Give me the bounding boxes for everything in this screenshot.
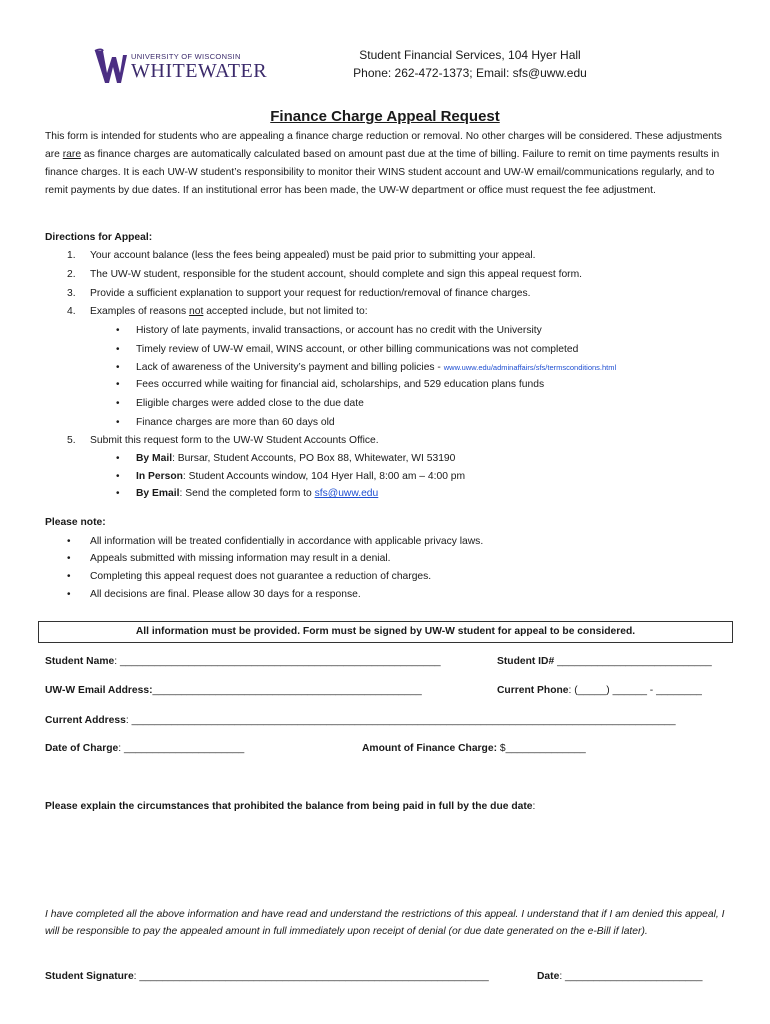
required-notice-box bbox=[38, 621, 733, 643]
terms-conditions-link[interactable]: www.uww.edu/adminaffairs/sfs/termsconditions.html bbox=[443, 363, 617, 372]
example-3-text: Lack of awareness of the University’s payment and billing policies - bbox=[136, 362, 444, 373]
student-id-field[interactable] bbox=[497, 656, 712, 667]
required-notice-text: All information must be provided. Form must be signed by UW-W student for appeal to be considered. bbox=[135, 626, 636, 637]
example-3 bbox=[136, 362, 616, 373]
office-address: Student Financial Services, 104 Hyer Hall bbox=[359, 48, 581, 62]
bullet-icon: • bbox=[116, 344, 120, 355]
signature-field[interactable] bbox=[45, 971, 489, 982]
whitewater-w-logo-icon bbox=[93, 47, 129, 87]
university-logo bbox=[93, 47, 268, 87]
mail-label: By Mail bbox=[136, 453, 173, 464]
address-field[interactable] bbox=[45, 715, 676, 726]
note-3: Completing this appeal request does not guarantee a reduction of charges. bbox=[90, 571, 432, 582]
bullet-icon: • bbox=[116, 417, 120, 428]
person-text: : Student Accounts window, 104 Hyer Hall, 8:00 am – 4:00 pm bbox=[182, 471, 466, 482]
student-name-blank[interactable]: : ________________________________________________________ bbox=[114, 656, 441, 667]
bullet-icon: • bbox=[116, 471, 120, 482]
bullet-icon: • bbox=[116, 325, 120, 336]
attestation-text: I have completed all the above information and have read and understand the restrictions of this appeal. I understand that if I am denied this appeal, I will be responsible to pay the appealed amount in full immediately upon receipt of denial (or due date generated on the e-Bill if later). bbox=[45, 909, 725, 937]
note-4: All decisions are final. Please allow 30 days for a response. bbox=[90, 589, 361, 600]
email-field-label: UW-W Email Address: bbox=[45, 685, 153, 696]
signature-blank[interactable]: : _____________________________________________________________ bbox=[133, 971, 489, 982]
person-label: In Person bbox=[136, 471, 183, 482]
step-3: Provide a sufficient explanation to support your request for reduction/removal of finance charges. bbox=[90, 288, 531, 299]
step-number: 5. bbox=[67, 435, 76, 446]
example-5: Eligible charges were added close to the due date bbox=[136, 398, 364, 409]
example-1: History of late payments, invalid transactions, or account has no credit with the University bbox=[136, 325, 542, 336]
step-number: 1. bbox=[67, 250, 76, 261]
mail-text: : Bursar, Student Accounts, PO Box 88, Whitewater, WI 53190 bbox=[172, 453, 456, 464]
student-id-label: Student ID# bbox=[497, 656, 555, 667]
example-2: Timely review of UW-W email, WINS account, or other billing communications was not completed bbox=[136, 344, 579, 355]
bullet-icon: • bbox=[67, 589, 71, 600]
intro-paragraph bbox=[45, 128, 735, 200]
intro-text-1: This form is intended for students who are appealing a finance charge reduction or removal. No other charges will be considered. These adjustments are bbox=[45, 131, 722, 160]
amount-field[interactable] bbox=[362, 743, 586, 754]
logo-campus-text: WHITEWATER bbox=[131, 60, 268, 82]
bullet-icon: • bbox=[116, 453, 120, 464]
submit-in-person bbox=[136, 471, 465, 482]
logo-university-text: UNIVERSITY OF WISCONSIN bbox=[131, 52, 241, 61]
amount-blank[interactable]: $______________ bbox=[497, 743, 586, 754]
student-id-blank[interactable]: ___________________________ bbox=[554, 656, 712, 667]
step-4-text-a: Examples of reasons bbox=[90, 306, 190, 317]
submit-by-email bbox=[136, 488, 378, 499]
step-4 bbox=[90, 306, 368, 317]
step-1: Your account balance (less the fees being appealed) must be paid prior to submitting your appeal. bbox=[90, 250, 536, 261]
page-title: Finance Charge Appeal Request bbox=[270, 108, 500, 125]
step-4-not: not bbox=[189, 306, 204, 317]
date-of-charge-label: Date of Charge bbox=[45, 743, 119, 754]
intro-rare: rare bbox=[62, 149, 82, 160]
step-number: 2. bbox=[67, 269, 76, 280]
date-of-charge-blank[interactable]: : _____________________ bbox=[118, 743, 245, 754]
student-name-label: Student Name bbox=[45, 656, 115, 667]
explanation-area[interactable] bbox=[45, 820, 735, 900]
email-field[interactable] bbox=[45, 685, 422, 696]
date-of-charge-field[interactable] bbox=[45, 743, 244, 754]
directions-heading: Directions for Appeal: bbox=[45, 232, 153, 243]
step-4-text-b: accepted include, but not limited to: bbox=[203, 306, 368, 317]
address-blank[interactable]: : _______________________________________________________________________________________________ bbox=[125, 715, 676, 726]
note-2: Appeals submitted with missing information may result in a denial. bbox=[90, 553, 391, 564]
step-number: 3. bbox=[67, 288, 76, 299]
phone-label: Current Phone bbox=[497, 685, 569, 696]
step-2: The UW-W student, responsible for the student account, should complete and sign this appeal request form. bbox=[90, 269, 583, 280]
office-contact: Phone: 262-472-1373; Email: sfs@uww.edu bbox=[353, 66, 587, 80]
intro-text-2: as finance charges are automatically calculated based on amount past due at the time of billing. Failure to remit on time payments results in finance charges. It is each UW-W student’s responsibility to monitor their WINS student account and UW-W email/communications regularly, and to remit payments by due dates. If an institutional error has been made, the UW-W department or office must request the fee adjustment. bbox=[45, 149, 720, 196]
signature-date-field[interactable] bbox=[537, 971, 703, 982]
example-6: Finance charges are more than 60 days old bbox=[136, 417, 335, 428]
bullet-icon: • bbox=[116, 379, 120, 390]
explanation-label: Please explain the circumstances that prohibited the balance from being paid in full by the due date bbox=[45, 801, 533, 812]
note-1: All information will be treated confidentially in accordance with applicable privacy laws. bbox=[90, 536, 484, 547]
example-4: Fees occurred while waiting for financial aid, scholarships, and 529 education plans funds bbox=[136, 379, 545, 390]
explanation-colon: : bbox=[532, 801, 536, 812]
bullet-icon: • bbox=[116, 488, 120, 499]
phone-field[interactable] bbox=[497, 685, 702, 696]
explanation-prompt bbox=[45, 801, 535, 812]
signature-date-blank[interactable]: : ________________________ bbox=[559, 971, 703, 982]
amount-label: Amount of Finance Charge: bbox=[362, 743, 498, 754]
notes-heading: Please note: bbox=[45, 517, 106, 528]
email-label: By Email bbox=[136, 488, 180, 499]
bullet-icon: • bbox=[67, 571, 71, 582]
student-name-field[interactable] bbox=[45, 656, 441, 667]
step-5: Submit this request form to the UW-W Student Accounts Office. bbox=[90, 435, 379, 446]
email-field-blank[interactable]: _______________________________________________ bbox=[152, 685, 422, 696]
address-label: Current Address bbox=[45, 715, 126, 726]
sfs-email-link[interactable]: sfs@uww.edu bbox=[314, 488, 379, 499]
bullet-icon: • bbox=[116, 362, 120, 373]
signature-label: Student Signature bbox=[45, 971, 134, 982]
bullet-icon: • bbox=[67, 536, 71, 547]
phone-blank[interactable]: : (_____) ______ - ________ bbox=[568, 685, 702, 696]
signature-date-label: Date bbox=[537, 971, 560, 982]
submit-by-mail bbox=[136, 453, 455, 464]
bullet-icon: • bbox=[116, 398, 120, 409]
bullet-icon: • bbox=[67, 553, 71, 564]
step-number: 4. bbox=[67, 306, 76, 317]
email-text: : Send the completed form to bbox=[179, 488, 315, 499]
